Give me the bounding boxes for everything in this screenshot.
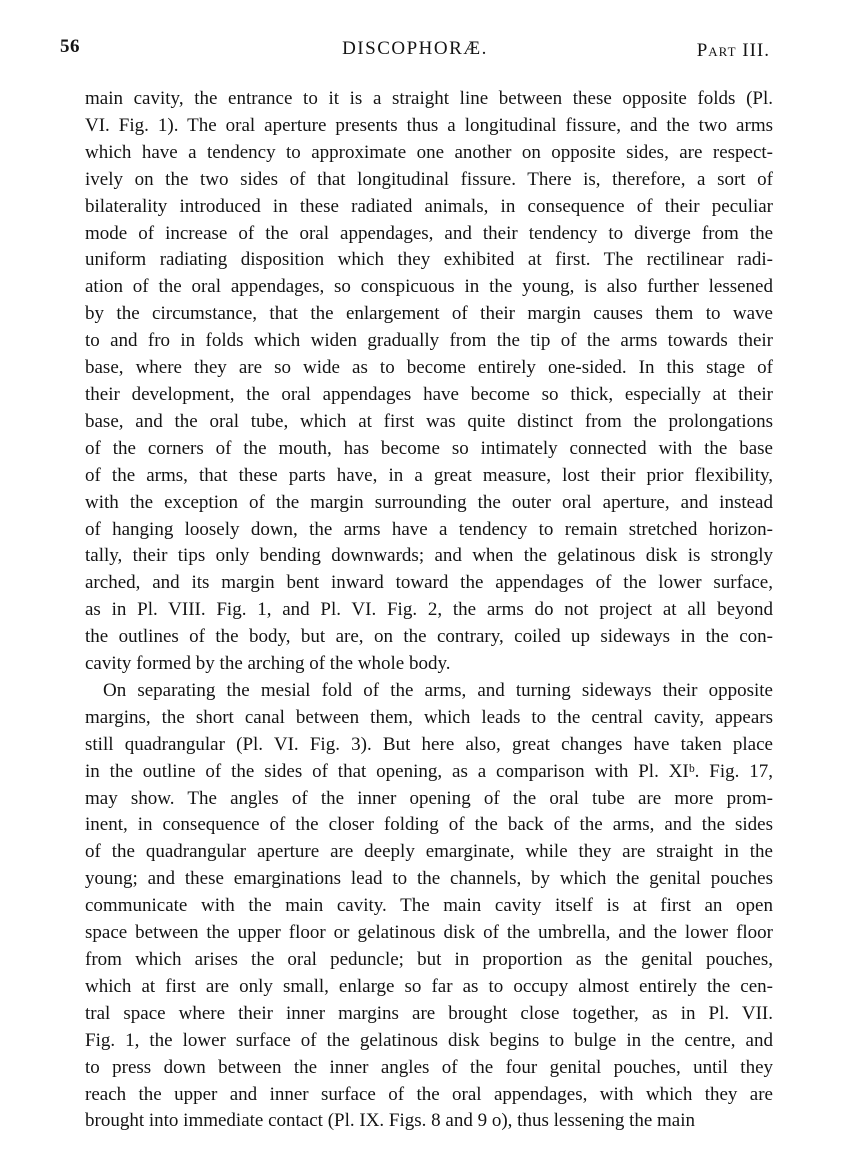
page-number: 56 — [60, 36, 80, 57]
text-line: from which arises the oral peduncle; but in proportion as the genital pouches, — [85, 949, 773, 970]
text-line: mode of increase of the oral appendages, and their tendency to diverge from the — [85, 222, 773, 244]
text-line: of the quadrangular aperture are deeply emarginate, while they are straight in the — [85, 841, 773, 863]
text-line: main cavity, the entrance to it is a straight line between these opposite folds (Pl. — [85, 88, 773, 109]
text-line: bilaterality introduced in these radiated animals, in consequence of their peculiar — [85, 195, 773, 217]
text-line: reach the upper and inner surface of the oral appendages, with which they are — [85, 1083, 773, 1105]
text-line: in the outline of the sides of that opening, as a comparison with Pl. XIᵇ. Fig. 17, — [85, 760, 773, 782]
text-line: inent, in consequence of the closer folding of the back of the arms, and the sides — [85, 814, 773, 836]
running-title: DISCOPHORÆ. — [342, 38, 488, 59]
text-line: to and fro in folds which widen gradually from the tip of the arms towards their — [85, 330, 773, 352]
text-line: which at first are only small, enlarge so far as to occupy almost entirely the cen- — [85, 975, 773, 997]
text-line: space between the upper floor or gelatinous disk of the umbrella, and the lower floor — [85, 922, 773, 944]
paragraph — [85, 86, 773, 678]
text-line: brought into immediate contact (Pl. IX. Figs. 8 and 9 o), thus lessening the main — [85, 1110, 696, 1132]
text-line: with the exception of the margin surrounding the outer oral aperture, and instead — [85, 491, 773, 513]
text-line: arched, and its margin bent inward toward the appendages of the lower surface, — [85, 572, 773, 594]
text-line: their development, the oral appendages have become so thick, especially at their — [85, 383, 773, 405]
running-header — [60, 34, 770, 68]
body-text — [85, 86, 773, 1135]
part-label: Part III. — [696, 40, 770, 61]
text-line: cavity formed by the arching of the whole body. — [85, 653, 451, 675]
text-line: On separating the mesial fold of the arms, and turning sideways their opposite — [103, 679, 773, 701]
text-line: margins, the short canal between them, which leads to the central cavity, appears — [85, 706, 773, 728]
text-line: may show. The angles of the inner opening of the oral tube are more prom- — [85, 787, 773, 809]
text-line: VI. Fig. 1). The oral aperture presents thus a longitudinal fissure, and the two arms — [85, 114, 773, 136]
text-line: by the circumstance, that the enlargement of their margin causes them to wave — [85, 303, 773, 325]
text-line: which have a tendency to approximate one another on opposite sides, are respect- — [85, 141, 773, 163]
text-line: as in Pl. VIII. Fig. 1, and Pl. VI. Fig. 2, the arms do not project at all beyond — [85, 599, 773, 621]
text-line: of the arms, that these parts have, in a great measure, lost their prior flexibility, — [85, 464, 773, 486]
text-line: of the corners of the mouth, has become so intimately connected with the base — [85, 437, 773, 459]
text-line: ation of the oral appendages, so conspicuous in the young, is also further lessened — [85, 276, 773, 298]
text-line: ively on the two sides of that longitudinal fissure. There is, therefore, a sort of — [85, 168, 773, 190]
text-line: uniform radiating disposition which they exhibited at first. The rectilinear radi- — [85, 249, 773, 271]
text-line: Fig. 1, the lower surface of the gelatinous disk begins to bulge in the centre, and — [85, 1029, 773, 1051]
text-line: the outlines of the body, but are, on the contrary, coiled up sideways in the con- — [85, 626, 773, 648]
text-line: of hanging loosely down, the arms have a tendency to remain stretched horizon- — [85, 518, 773, 540]
text-line: young; and these emarginations lead to the channels, by which the genital pouches — [85, 868, 773, 890]
text-line: still quadrangular (Pl. VI. Fig. 3). But here also, great changes have taken place — [85, 733, 773, 755]
text-line: tally, their tips only bending downwards; and when the gelatinous disk is strongly — [85, 545, 773, 567]
text-line: tral space where their inner margins are brought close together, as in Pl. VII. — [85, 1002, 773, 1024]
text-line: base, where they are so wide as to become entirely one-sided. In this stage of — [85, 357, 773, 379]
text-line: base, and the oral tube, which at first was quite distinct from the prolongations — [85, 410, 773, 432]
text-line: to press down between the inner angles of the four genital pouches, until they — [85, 1056, 773, 1078]
text-line: communicate with the main cavity. The main cavity itself is at first an open — [85, 895, 773, 917]
paragraph — [85, 678, 773, 1135]
